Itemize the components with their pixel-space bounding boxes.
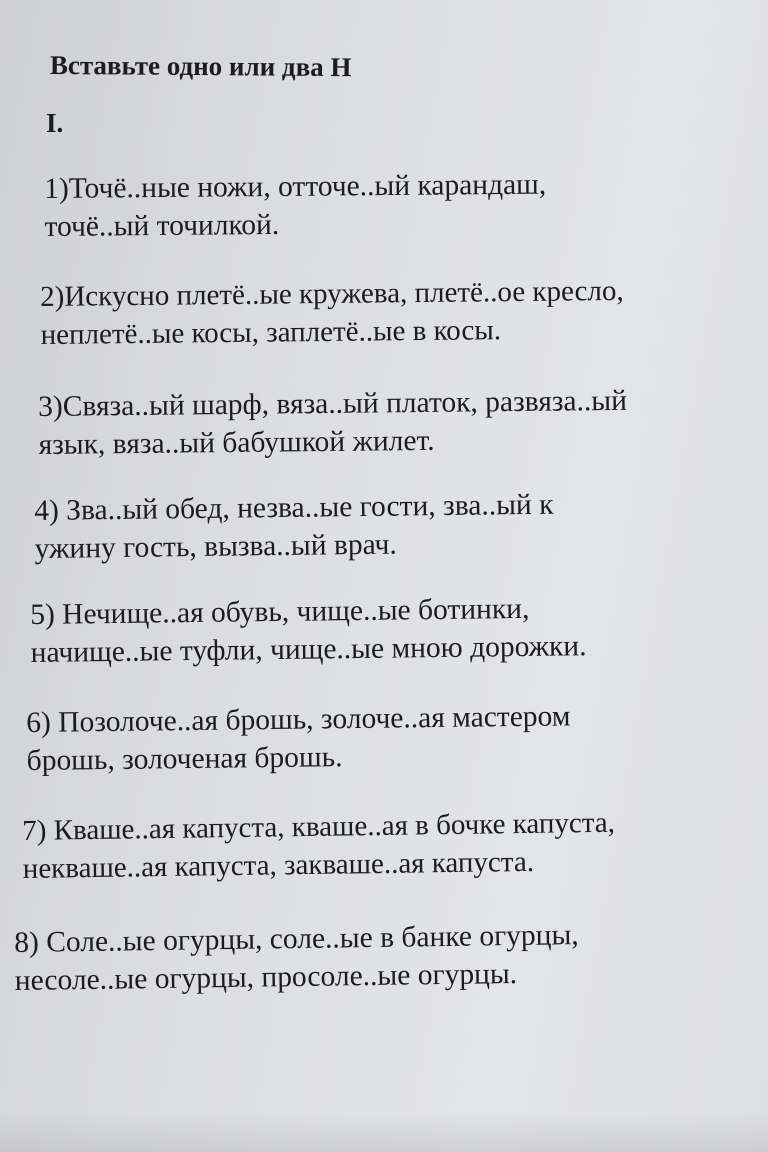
exercise-line: 8) Соле..ые огурцы, соле..ые в банке огурцы,	[14, 919, 579, 959]
exercise-line: ужину гость, вызва..ый врач.	[34, 528, 397, 565]
exercise-line: несоле..ые огурцы, просоле..ые огурцы.	[14, 957, 518, 997]
exercise-item-4	[34, 484, 675, 568]
exercise-item-2	[40, 271, 741, 354]
exercise-line: 3)Связа..ый шарф, вяза..ый платок, развяза..ый	[38, 384, 628, 423]
exercise-line: 6) Позолоче..ая брошь, золоче..ая мастером	[26, 700, 571, 739]
exercise-item-7	[22, 802, 763, 888]
exercise-line: неплетё..ые косы, заплетё..ые в косы.	[40, 314, 502, 351]
exercise-line: 2)Искусно плетё..ые кружева, плетё..ое кресло,	[40, 274, 624, 313]
exercise-item-6	[26, 696, 707, 780]
exercise-item-5	[30, 587, 731, 672]
exercise-line: 5) Нечище..ая обувь, чище..ые ботинки,	[30, 592, 530, 631]
exercise-line: некваше..ая капуста, закваше..ая капуста.	[22, 845, 535, 885]
section-number: I.	[46, 108, 64, 138]
exercise-line: язык, вяза..ый бабушкой жилет.	[38, 424, 435, 461]
exercise-item-1	[44, 164, 685, 246]
exercise-line: точё..ый точилкой.	[44, 208, 280, 243]
exercise-item-8	[14, 914, 735, 1000]
exercise-line: 1)Точё..ные ножи, отточе..ый карандаш,	[44, 168, 547, 205]
exercise-line: 7) Кваше..ая капуста, кваше..ая в бочке капуста,	[22, 806, 616, 847]
exercise-item-3	[38, 381, 739, 464]
exercise-line: 4) Зва..ый обед, незва..ые гости, зва..ый к	[34, 488, 554, 527]
page-title: Вставьте одно или два Н	[49, 50, 352, 83]
exercise-line: брошь, золоченая брошь.	[26, 741, 343, 777]
exercise-line: начище..ые туфли, чище..ые мною дорожки.	[30, 630, 587, 669]
